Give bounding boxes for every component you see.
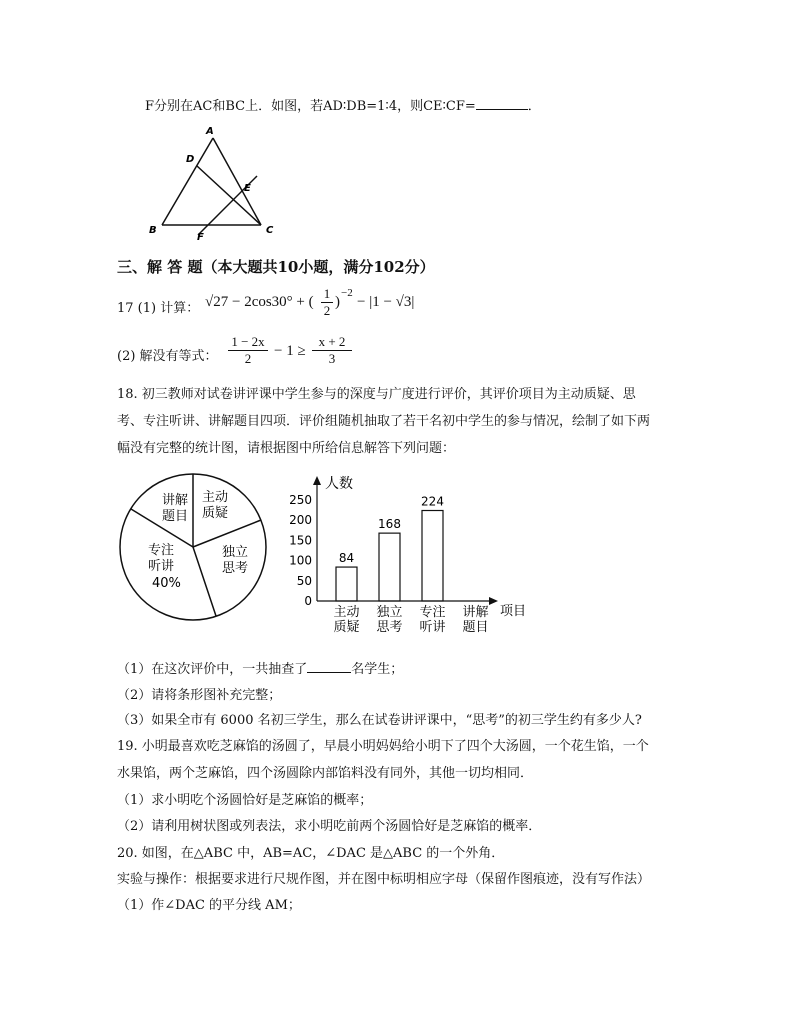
q18-sub1-suffix: 名学生； <box>351 662 404 677</box>
q18-sub3: （3）如果全市有 6000 名初三学生，那么在试卷讲评课中，“思考”的初三学生约有多少人? <box>117 713 642 728</box>
bar <box>422 511 443 601</box>
label-e: E <box>244 183 251 194</box>
y-ticks <box>289 493 312 608</box>
q16-prefix: F分别在AC和BC上．如图，若AD∶DB=1∶4，则CE∶CF= <box>145 99 476 114</box>
q20-sub1: （1）作∠DAC 的平分线 AM； <box>117 898 301 913</box>
q18-line2: 考、专注听讲、讲解题目四项．评价组随机抽取了若干名初中学生的参与情况，绘制了如下两 <box>117 414 651 429</box>
x-axis-label: 项目 <box>500 604 527 619</box>
q17-part1-label: 17 (1) 计算： <box>117 301 200 316</box>
q16-text <box>145 95 541 114</box>
y-tick-label: 0 <box>304 594 312 608</box>
frac-num: 1 <box>321 286 333 303</box>
category-label: 题目 <box>462 620 489 635</box>
pie-label-think-1: 独立 <box>222 545 249 560</box>
pie-label-listen-percent: 40% <box>152 576 181 591</box>
q16-suffix: ． <box>527 99 541 114</box>
label-b: B <box>149 225 157 236</box>
expr-exponent: −2 <box>341 287 353 299</box>
bar-chart <box>280 470 530 640</box>
q20-line1: 20. 如图，在△ABC 中，AB=AC，∠DAC 是△ABC 的一个外角． <box>117 846 505 861</box>
category-label: 讲解 <box>462 605 489 620</box>
pie-divider-right <box>193 520 261 547</box>
q19-line2: 水果馅，两个芝麻馅，四个汤圆除内部馅料没有同外，其他一切均相同． <box>117 766 534 781</box>
category-label: 思考 <box>376 620 403 635</box>
bar <box>379 533 400 601</box>
lhs-fraction <box>228 334 268 367</box>
rhs-den: 3 <box>328 351 336 366</box>
y-tick-label: 150 <box>289 533 312 548</box>
bar-value-label: 224 <box>421 494 444 509</box>
pie-label-question-1: 主动 <box>202 490 229 505</box>
label-f: F <box>197 232 204 243</box>
pie-chart <box>118 472 268 622</box>
pie-divider-bottom <box>193 547 216 616</box>
pie-label-question-2: 质疑 <box>202 506 229 521</box>
x-axis-arrow <box>489 597 498 605</box>
category-labels <box>333 604 488 635</box>
q18-sub1 <box>117 658 403 677</box>
expr-part-b: − |1 − √3| <box>357 294 415 310</box>
y-tick-label: 100 <box>289 553 312 568</box>
bars <box>336 495 444 601</box>
frac-den: 2 <box>323 303 331 318</box>
lhs-num: 1 − 2x <box>228 334 268 351</box>
side-ab <box>162 138 213 225</box>
triangle-figure <box>140 120 280 245</box>
fraction-half <box>321 286 333 319</box>
y-axis-arrow <box>313 476 321 485</box>
pie-label-listen-1: 专注 <box>148 543 175 558</box>
q18-sub1-text: （1）在这次评价中，一共抽查了 <box>117 662 308 677</box>
lhs-den: 2 <box>244 351 252 366</box>
expr-paren: ) <box>335 294 340 310</box>
pie-label-explain-1: 讲解 <box>162 493 189 508</box>
bar-value-label: 168 <box>378 517 401 532</box>
expr-part-a: √27 − 2cos30° + ( <box>205 294 314 310</box>
pie-label-think-2: 思考 <box>222 561 249 576</box>
y-tick-label: 200 <box>289 513 312 528</box>
category-label: 主动 <box>333 605 360 620</box>
q20-line2: 实验与操作：根据要求进行尺规作图，并在图中标明相应字母（保留作图痕迹，没有写作法） <box>117 872 651 887</box>
q19-sub2: （2）请利用树状图或列表法，求小明吃前两个汤圆恰好是芝麻馅的概率． <box>117 819 542 834</box>
label-a: A <box>206 126 214 137</box>
y-tick-label: 250 <box>289 493 312 507</box>
q18-line1: 18. 初三教师对试卷讲评课中学生参与的深度与广度进行评价，其评价项目为主动质疑、思 <box>117 387 636 402</box>
inequality-mid: − 1 ≥ <box>274 343 306 359</box>
category-label: 质疑 <box>333 620 360 635</box>
category-label: 独立 <box>376 605 403 620</box>
q18-answer-blank <box>307 660 351 673</box>
q17-part2-label: (2) 解没有等式： <box>117 349 218 364</box>
category-label: 专注 <box>419 605 446 620</box>
q19-line1: 19. 小明最喜欢吃芝麻馅的汤圆了，早晨小明妈妈给小明下了四个大汤圆，一个花生馅，一个 <box>117 739 649 754</box>
bar-value-label: 84 <box>338 551 355 566</box>
bar <box>336 567 357 601</box>
y-tick-label: 50 <box>296 573 312 588</box>
rhs-num: x + 2 <box>312 334 352 351</box>
q19-sub1: （1）求小明吃个汤圆恰好是芝麻馅的概率； <box>117 793 373 808</box>
pie-label-explain-2: 题目 <box>162 509 189 524</box>
segment-dc <box>197 166 261 225</box>
q18-sub2: （2）请将条形图补充完整； <box>117 688 282 703</box>
q16-answer-blank <box>476 97 528 110</box>
y-axis-label: 人数 <box>325 476 353 492</box>
category-label: 听讲 <box>419 620 446 635</box>
section-title: 三、解 答 题（本大题共10小题，满分102分） <box>117 258 435 276</box>
pie-label-listen-2: 听讲 <box>148 559 175 574</box>
label-c: C <box>266 225 274 236</box>
rhs-fraction <box>312 334 352 367</box>
label-d: D <box>186 154 195 165</box>
q18-line3: 幅没有完整的统计图，请根据图中所给信息解答下列问题： <box>117 441 456 456</box>
